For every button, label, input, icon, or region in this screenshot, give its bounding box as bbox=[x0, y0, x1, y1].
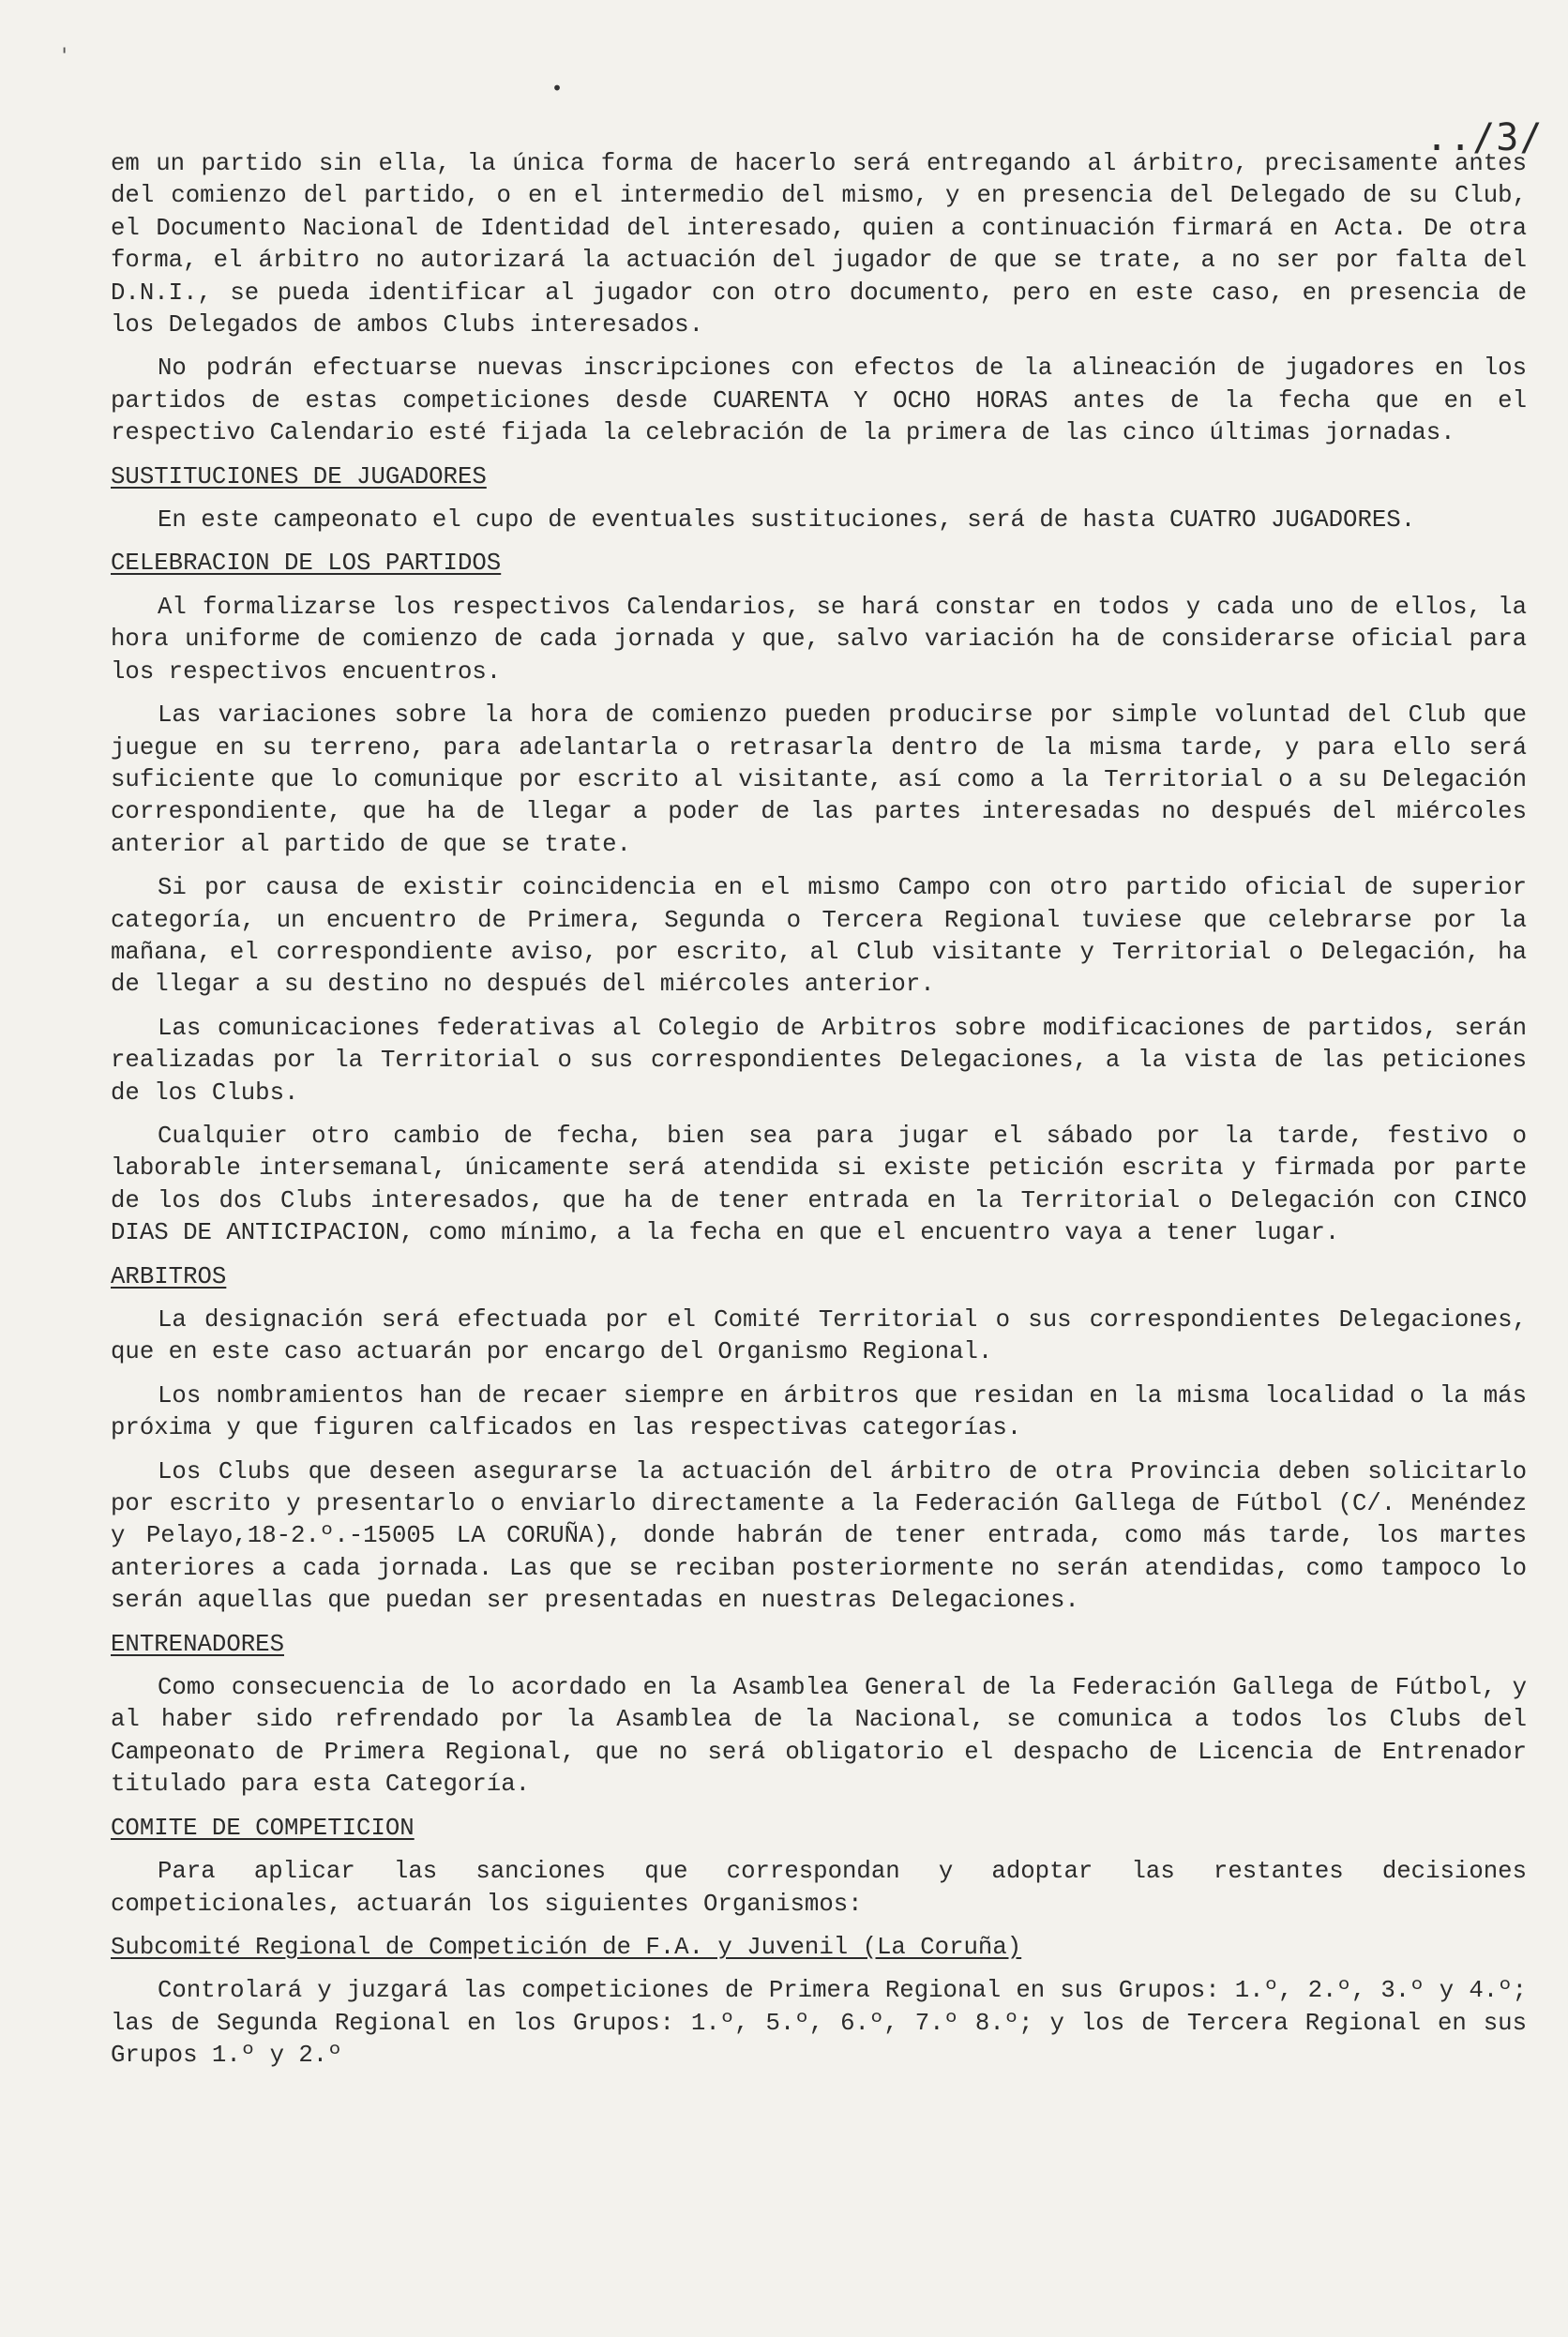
subheading-subcomite: Subcomité Regional de Competición de F.A. y Juvenil (La Coruña) bbox=[111, 1933, 1022, 1961]
heading-comite: COMITE DE COMPETICION bbox=[111, 1814, 415, 1842]
paragraph-celebracion-5: Cualquier otro cambio de fecha, bien sea para jugar el sábado por la tarde, festivo o laborable intersemanal, únicamente será atendida si existe petición escrita y firmada por parte de los dos Clubs interesados, que ha de tener entrada en la Territorial o Delegación con CINCO DIAS DE ANTICIPACION, como mínimo, a la fecha en que el encuentro vaya a tener lugar. bbox=[111, 1122, 1527, 1247]
paragraph-intro-1: em un partido sin ella, la única forma de hacerlo será entregando al árbitro, precisamente antes del comienzo del partido, o en el intermedio del mismo, y en presencia del Delegado de su Club, el Documento Nacional de Identidad del interesado, quien a continuación firmará en Acta. De otra forma, el árbitro no autorizará la actuación del jugador de que se trate, a no ser por falta del D.N.I., se pueda identificar al jugador con otro documento, pero en este caso, en presencia de los Delegados de ambos Clubs interesados. bbox=[111, 150, 1527, 339]
paragraph-celebracion-1: Al formalizarse los respectivos Calendarios, se hará constar en todos y cada uno de ellos, la hora uniforme de comienzo de cada jornada y que, salvo variación ha de considerarse oficial para los respectivos encuentros. bbox=[111, 593, 1527, 686]
paragraph-comite-2: Controlará y juzgará las competiciones de Primera Regional en sus Grupos: 1.º, 2.º, 3.º y 4.º; las de Segunda Regional en los Grupos: 1.º, 5.º, 6.º, 7.º 8.º; y los de Tercera Regional en sus Grupos 1.º y 2.º bbox=[111, 1977, 1527, 2070]
paragraph-comite-1: Para aplicar las sanciones que correspondan y adoptar las restantes decisiones competicionales, actuarán los siguientes Organismos: bbox=[111, 1858, 1527, 1918]
paragraph-arbitros-1: La designación será efectuada por el Comité Territorial o sus correspondientes Delegaciones, que en este caso actuarán por encargo del Organismo Regional. bbox=[111, 1306, 1527, 1366]
paragraph-intro-2: No podrán efectuarse nuevas inscripciones con efectos de la alineación de jugadores en los partidos de estas competiciones desde CUARENTA Y OCHO HORAS antes de la fecha que en el respectivo Calendario esté fijada la celebración de la primera de las cinco últimas jornadas. bbox=[111, 354, 1527, 447]
paragraph-sustituciones-1: En este campeonato el cupo de eventuales sustituciones, será de hasta CUATRO JUGADORES. bbox=[158, 506, 1416, 535]
heading-celebracion: CELEBRACION DE LOS PARTIDOS bbox=[111, 550, 502, 578]
heading-entrenadores: ENTRENADORES bbox=[111, 1630, 284, 1658]
scan-dot: • bbox=[551, 77, 564, 99]
page-number: ../3/ bbox=[1425, 116, 1544, 159]
paragraph-celebracion-2: Las variaciones sobre la hora de comienzo pueden producirse por simple voluntad del Club que juegue en su terreno, para adelantarla o retrasarla dentro de la misma tarde, y para ello será suficiente que lo comunique por escrito al visitante, así como a la Territorial o a su Delegación correspondiente, que ha de llegar a poder de las partes interesadas no después del miércoles anterior al partido de que se trate. bbox=[111, 701, 1527, 858]
document-body bbox=[111, 148, 1527, 2084]
paragraph-arbitros-2: Los nombramientos han de recaer siempre en árbitros que residan en la misma localidad o la más próxima y que figuren calficados en las respectivas categorías. bbox=[111, 1381, 1527, 1442]
heading-arbitros: ARBITROS bbox=[111, 1262, 227, 1290]
paragraph-arbitros-3: Los Clubs que deseen asegurarse la actuación del árbitro de otra Provincia deben solicitarlo por escrito y presentarlo o enviarlo directamente a la Federación Gallega de Fútbol (C/. Menéndez y Pelayo,18-2.º.-15005 LA CORUÑA), donde habrán de tener entrada, como más tarde, los martes anteriores a cada jornada. Las que se reciban posteriormente no serán atendidas, como tampoco lo serán aquellas que puedan ser presentadas en nuestras Delegaciones. bbox=[111, 1457, 1527, 1615]
paragraph-entrenadores-1: Como consecuencia de lo acordado en la Asamblea General de la Federación Gallega de Fútbol, y al haber sido refrendado por la Asamblea de la Nacional, se comunica a todos los Clubs del Campeonato de Primera Regional, que no será obligatorio el despacho de Licencia de Entrenador titulado para esta Categoría. bbox=[111, 1674, 1527, 1799]
paragraph-celebracion-3: Si por causa de existir coincidencia en el mismo Campo con otro partido oficial de superior categoría, un encuentro de Primera, Segunda o Tercera Regional tuviese que celebrarse por la mañana, el correspondiente aviso, por escrito, al Club visitante y Territorial o Delegación, ha de llegar a su destino no después del miércoles anterior. bbox=[111, 874, 1527, 999]
heading-sustituciones: SUSTITUCIONES DE JUGADORES bbox=[111, 462, 487, 490]
scan-mark: ' bbox=[58, 45, 71, 68]
paragraph-celebracion-4: Las comunicaciones federativas al Colegio de Arbitros sobre modificaciones de partidos, serán realizadas por la Territorial o sus correspondientes Delegaciones, a la vista de las peticiones de los Clubs. bbox=[111, 1014, 1527, 1107]
